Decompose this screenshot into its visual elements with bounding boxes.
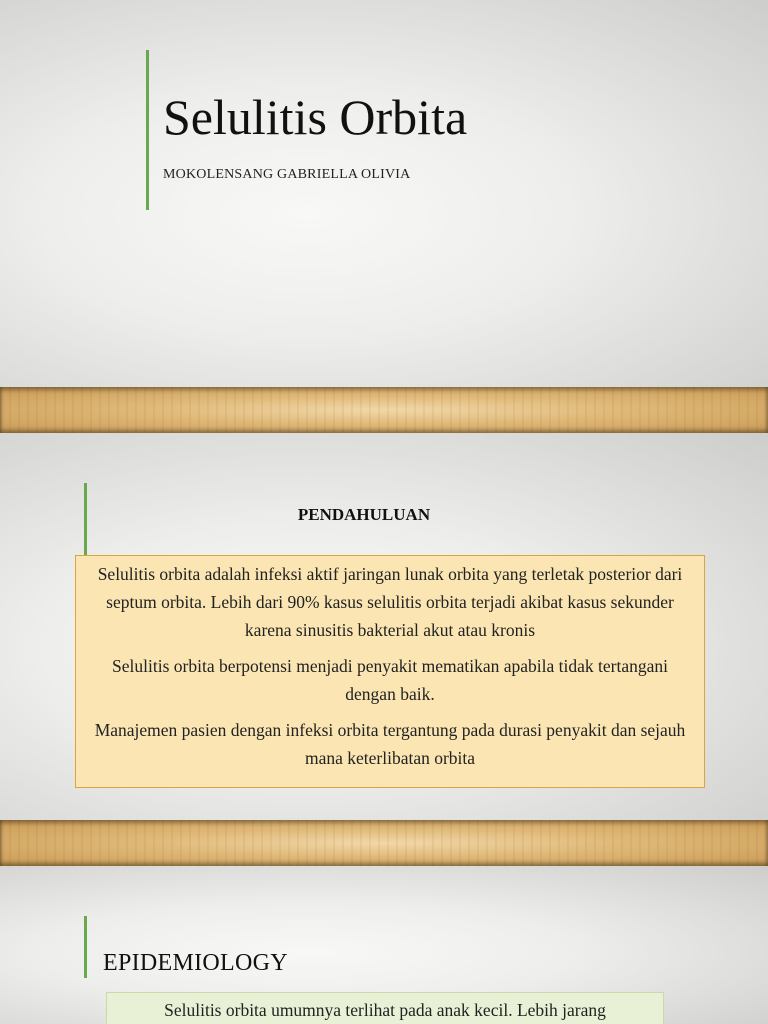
section-heading: EPIDEMIOLOGY bbox=[103, 950, 288, 976]
paragraph: Selulitis orbita adalah infeksi aktif jaringan lunak orbita yang terletak posterior dari septum orbita. Lebih dari 90% kasus selulitis orbita terjadi akibat kasus sekunder karena sinusitis bakterial akut atau kronis bbox=[97, 564, 683, 640]
slide-pendahuluan bbox=[0, 433, 768, 820]
accent-bar bbox=[84, 916, 87, 978]
paragraph: Selulitis orbita berpotensi menjadi penyakit mematikan apabila tidak tertangani dengan baik. bbox=[112, 656, 668, 704]
content-box bbox=[106, 992, 664, 1024]
paragraph: Manajemen pasien dengan infeksi orbita tergantung pada durasi penyakit dan sejauh mana keterlibatan orbita bbox=[94, 720, 686, 768]
slide-separator bbox=[0, 387, 768, 433]
slide-title bbox=[0, 0, 768, 387]
slide-separator bbox=[0, 820, 768, 866]
accent-bar bbox=[146, 50, 149, 210]
section-heading: PENDAHULUAN bbox=[297, 505, 431, 524]
author-name: MOKOLENSANG GABRIELLA OLIVIA bbox=[163, 167, 411, 182]
paragraph: Selulitis orbita umumnya terlihat pada anak kecil. Lebih jarang bbox=[164, 1000, 606, 1020]
slide-title-text: Selulitis Orbita bbox=[163, 89, 468, 145]
slide-epidemiology bbox=[0, 866, 768, 1024]
content-box bbox=[75, 555, 705, 788]
